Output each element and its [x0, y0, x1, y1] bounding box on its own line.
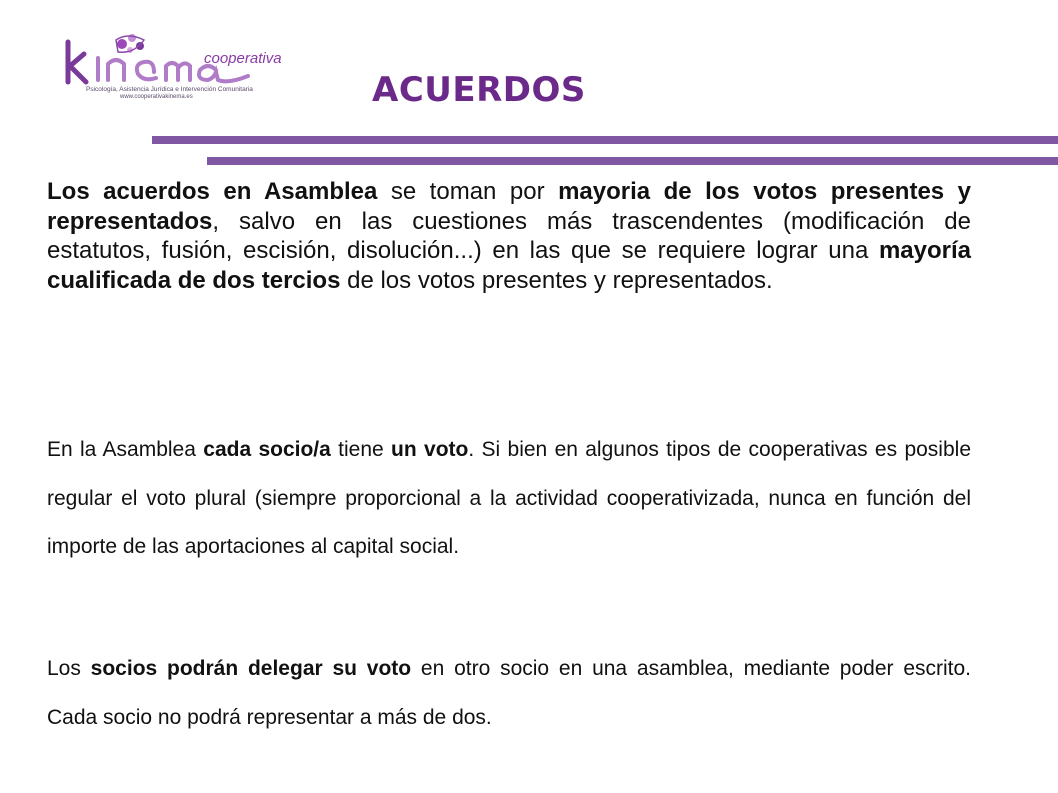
- text: .: [766, 266, 773, 294]
- text: tiene: [330, 438, 392, 461]
- page-title: ACUERDOS: [372, 70, 586, 110]
- bold-text: Los acuerdos en Asamblea: [47, 178, 378, 205]
- text: Los: [47, 657, 91, 680]
- text: en otro socio en una asamblea, mediante poder escrito. Cada socio no podrá representar a más de dos.: [47, 657, 972, 729]
- bold-text: cada socio/a: [203, 438, 331, 461]
- text: . Si bien en algunos tipos de cooperativas es posible regular el voto plural (siempre proporcional a la actividad cooperativizada, nunca en función del importe de las aportaciones al capital social.: [47, 438, 971, 558]
- bold-text: mayoria de los votos presentes y representados: [47, 178, 971, 235]
- divider-top: [152, 136, 1058, 144]
- paragraph-delegar: [47, 645, 971, 742]
- logo-url: www.cooperativakinema.es: [120, 94, 193, 100]
- text: se toman por: [377, 178, 559, 205]
- text: En la Asamblea: [47, 438, 204, 461]
- bold-text: mayoría cualificada de dos tercios: [47, 237, 971, 294]
- paragraph-acuerdos: [47, 177, 971, 295]
- text: , salvo en las cuestiones más trascendentes (modificación de estatutos, fusión, escisión, disolución...) en las que se requiere lograr una: [47, 207, 971, 264]
- bold-text: socios podrán delegar su voto: [90, 657, 412, 680]
- kinema-logo: [58, 28, 288, 128]
- paragraph-voto: [47, 426, 971, 572]
- logo-tagline: Psicología, Asistencia Jurídica e Intervención Comunitaria: [86, 86, 253, 93]
- bold-text: un voto: [391, 438, 469, 461]
- logo-cooperativa-text: cooperativa: [204, 50, 282, 67]
- divider-bottom: [207, 157, 1058, 165]
- text: de los votos presentes y representados: [340, 266, 767, 294]
